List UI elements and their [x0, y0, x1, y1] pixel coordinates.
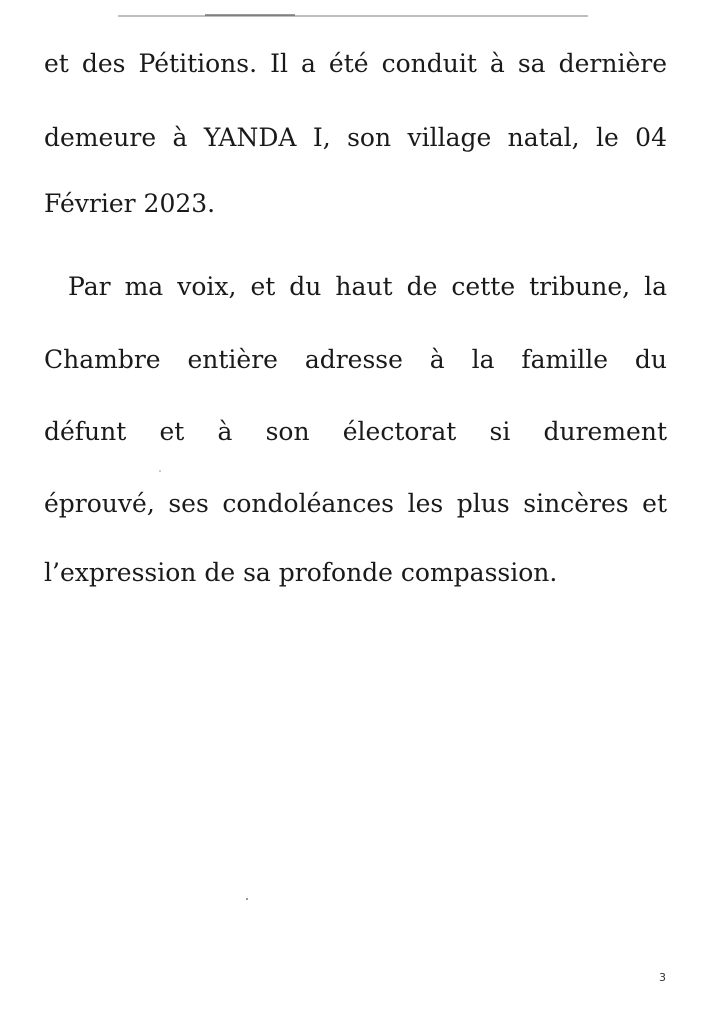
text-line: l’expression de sa profonde compassion. [44, 558, 558, 587]
text-line: Février 2023. [44, 189, 216, 218]
text-line: demeure à YANDA I, son village natal, le 04 [44, 123, 667, 152]
text-line: défunt et à son électorat si durement [44, 417, 667, 446]
text-line: éprouvé, ses condoléances les plus sincères et [44, 489, 667, 518]
scan-speck [246, 898, 248, 900]
text-line: et des Pétitions. Il a été conduit à sa dernière [44, 49, 667, 78]
top-rule-dark [205, 14, 295, 16]
top-rule [118, 15, 588, 17]
page-number: 3 [659, 971, 666, 984]
scan-speck [159, 470, 161, 472]
text-line: Chambre entière adresse à la famille du [44, 345, 667, 374]
text-line: Par ma voix, et du haut de cette tribune, la [68, 272, 667, 301]
